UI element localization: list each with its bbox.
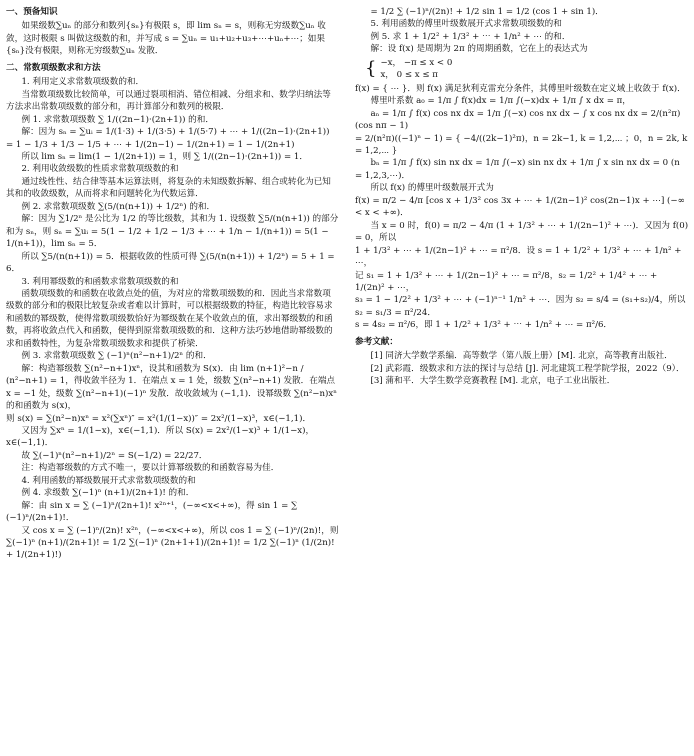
method3-title: 3. 利用幂级数的和函数求常数项级数的和 bbox=[21, 276, 179, 287]
example1-statement: 例 1. 求常数项级数 ∑ 1/((2n−1)·(2n+1)) 的和． bbox=[21, 114, 214, 125]
example4-solution-step1: 解：由 sin x = ∑ (−1)ⁿ/(2n+1)! x²ⁿ⁺¹，(−∞<x<+∞)，得 sin 1 = ∑ (−1)ⁿ/(2n+1)!． bbox=[6, 500, 298, 524]
example2-solution-step2: 所以 ∑5/(n(n+1)) = 5．根据收敛的性质可得 ∑(5/(n(n+1)) + 1/2ⁿ) = 5 + 1 = 6． bbox=[6, 251, 335, 275]
method3-description: 函数项级数的和函数在收敛点处的值，为对应的常数项级数的和．因此当求常数项级数的部分和的极限比较复杂或者难以计算时，可以根据级数的特征，构造比较容易求和函数的幂级数，使得常数项级数恰好为幂级数在某个收敛点的值，求出幂级数的和函数，再将收敛点代入和函数，便得到原常数项级数的和．这种方法巧妙地借助幂级数的求和函数特性，为复杂常数项级数求和提供了桥梁． bbox=[6, 288, 333, 349]
example3-solution-step2: 则 s(x) = ∑(n²−n)xⁿ = x²(∑xⁿ)″ = x²(1/(1−x))″ = 2x²/(1−x)³，x∈(−1,1)． bbox=[6, 413, 312, 424]
fourier-coefficient-an-cases: = 2/(n²π)((−1)ⁿ − 1) = { −4/((2k−1)²π)，n = 2k−1, k = 1,2,⋯ ；0，n = 2k, k = 1,2,⋯ } bbox=[355, 133, 688, 156]
method2-title: 2. 利用收敛级数的性质求常数项级数的和 bbox=[21, 164, 179, 175]
right-column bbox=[355, 6, 689, 388]
preliminaries-paragraph: 如果级数∑uₙ 的部分和数列{sₙ}有极限 s，即 lim sₙ = s，则称无穷级数∑uₙ 收敛，这时极限 s 叫做这级数的和，并写成 s = ∑uₙ = u₁+u₂+u₃+⋯+uₙ+⋯；如果{sₙ}没有极限，则称无穷级数∑uₙ 发散． bbox=[6, 21, 326, 57]
section-preliminaries-title: 一、预备知识 bbox=[6, 7, 58, 17]
example5-statement: 例 5. 求 1 + 1/2² + 1/3² + ⋯ + 1/n² + ⋯ 的和． bbox=[370, 31, 571, 42]
example5-solution-step2: f(x) = { ⋯ }．则 f(x) 满足狄利克雷充分条件，其傅里叶级数在定义域上收敛于 f(x)． bbox=[355, 83, 686, 94]
method5-title: 5. 利用函数的傅里叶级数展开式求常数项级数的和 bbox=[370, 19, 562, 30]
fourier-coefficient-bn: bₙ = 1/π ∫ f(x) sin nx dx = 1/π ∫(−x) sin nx dx + 1/π ∫ x sin nx dx = 0 (n = 1,2,3,⋯)． bbox=[355, 158, 680, 181]
example5-solution-step1: 解：设 f(x) 是周期为 2π 的周期函数，它在上的表达式为 bbox=[370, 44, 588, 55]
left-column bbox=[6, 6, 339, 562]
example4-solution-end: = 1/2 ∑ (−1)ⁿ/(2n)! + 1/2 sin 1 = 1/2 (cos 1 + sin 1)． bbox=[370, 7, 604, 17]
series-final-result: s = 4s₂ = π²/6，即 1 + 1/2² + 1/3² + ⋯ + 1/n² + ⋯ = π²/6． bbox=[355, 320, 613, 331]
example5-solution-step4: 当 x = 0 时，f(0) = π/2 − 4/π (1 + 1/3² + ⋯ + 1/(2n−1)² + ⋯)．又因为 f(0) = 0，所以 bbox=[355, 220, 689, 244]
method4-title: 4. 利用函数的幂级数展开式求常数项级数的和 bbox=[21, 475, 196, 486]
method1-description: 当常数项级数比较简单，可以通过裂项相消、错位相减、分组求和、数学归纳法等方法求出常数项级数的部分和，再计算部分和数列的极限． bbox=[6, 89, 331, 113]
example4-statement: 例 4. 求级数 ∑(−1)ⁿ (n+1)/(2n+1)! 的和． bbox=[21, 488, 195, 499]
example3-solution-step3: 又因为 ∑xⁿ = 1/(1−x)，x∈(−1,1)．所以 S(x) = 2x²/(1−x)³ + 1/(1−x)，x∈(−1,1)． bbox=[6, 425, 315, 449]
example1-solution-step2: = 1 − 1/3 + 1/3 − 1/5 + ⋯ + 1/(2n−1) − 1/(2n+1) = 1 − 1/(2n+1) bbox=[6, 139, 295, 150]
piecewise-function: { −x， −π ≤ x < 0 x， 0 ≤ x ≤ π bbox=[365, 57, 453, 81]
reference-2: [2] 武彩霞．级数求和方法的探讨与总结 [J]. 河北建筑工程学院学报，2022（9）． bbox=[370, 363, 685, 374]
example1-solution-step3: 所以 lim sₙ = lim(1 − 1/(2n+1)) = 1，则 ∑ 1/((2n−1)·(2n+1)) = 1． bbox=[21, 151, 308, 162]
example2-solution-step1: 解：因为 ∑1/2ⁿ 是公比为 1/2 的等比级数，其和为 1. 设级数 ∑5/(n(n+1)) 的部分和为 sₙ，则 sₙ = ∑uᵢ = 5(1 − 1/2 + 1/2 − 1/3 + ⋯ + 1/n − 1/(n+1)) = 5(1 − 1/(n+1))，lim sₙ = 5． bbox=[6, 214, 339, 250]
example2-statement: 例 2. 求常数项级数 ∑(5/(n(n+1)) + 1/2ⁿ) 的和． bbox=[21, 201, 216, 212]
piecewise-case-2: x， 0 ≤ x ≤ π bbox=[380, 70, 438, 81]
example3-statement: 例 3. 求常数项级数 ∑ (−1)ⁿ(n²−n+1)/2ⁿ 的和． bbox=[21, 351, 212, 362]
series-s3-definition: s₃ = 1 − 1/2² + 1/3² + ⋯ + (−1)ⁿ⁻¹ 1/n² + ⋯．因为 s₂ = s/4 = (s₁+s₂)/4，所以 s₂ = s₁/3 = π²/24． bbox=[355, 295, 686, 318]
fourier-coefficient-a0: 傅里叶系数 a₀ = 1/π ∫ f(x)dx = 1/π ∫(−x)dx + 1/π ∫ x dx = π， bbox=[370, 96, 631, 107]
fourier-coefficient-an: aₙ = 1/π ∫ f(x) cos nx dx = 1/π ∫(−x) cos nx dx − ∫ x cos nx dx = 2/(n²π)(cos nπ − 1) bbox=[355, 108, 681, 132]
example3-solution-step1: 解：构造幂级数 ∑(n²−n+1)xⁿ，设其和函数为 S(x)．由 lim (n+1)²−n / (n²−n+1) = 1，得收敛半径为 1．在端点 x = 1 处，级数 ∑(n²−n+1) 发散．在端点 x = −1 处，级数 ∑(n²−n+1)(−1)ⁿ 发散．故收敛域为 (−1,1)．设幂级数 ∑(n²−n)xⁿ 的和函数为 s(x)， bbox=[6, 363, 337, 412]
reference-1: [1] 同济大学数学系编．高等数学（第八版上册）[M]. 北京，高等教育出版社． bbox=[370, 351, 673, 362]
references-title: 参考文献： bbox=[355, 336, 398, 347]
method1-title: 1. 利用定义求常数项级数的和． bbox=[21, 77, 145, 88]
example3-solution-step4: 故 ∑(−1)ⁿ(n²−n+1)/2ⁿ = S(−1/2) = 22/27． bbox=[21, 450, 208, 461]
fourier-series-expansion: f(x) = π/2 − 4/π [cos x + 1/3² cos 3x + ⋯ + 1/(2n−1)² cos(2n−1)x + ⋯] (−∞ < x < +∞)． bbox=[355, 195, 685, 219]
method2-description: 通过线性性、结合律等基本运算法则，将复杂的未知级数拆解、组合或转化为已知其和的收敛级数，从而将求和问题转化为代数运算． bbox=[6, 176, 331, 200]
example4-solution-step3: ∑(−1)ⁿ (n+1)/(2n+1)! = 1/2 ∑(−1)ⁿ (2n+1+1)/(2n+1)! = 1/2 ∑(−1)ⁿ (1/(2n)! + 1/(2n+1)!) bbox=[6, 538, 335, 561]
reference-3: [3] 蒲和平．大学生数学竞赛教程 [M]. 北京，电子工业出版社． bbox=[370, 376, 616, 387]
series-s2-definition: 记 s₁ = 1 + 1/3² + ⋯ + 1/(2n−1)² + ⋯ = π²/8，s₂ = 1/2² + 1/4² + ⋯ + 1/(2n)² + ⋯， bbox=[355, 270, 658, 293]
example3-note: 注：构造幂级数的方式不唯一，要以计算幂级数的和函数容易为佳． bbox=[21, 463, 280, 474]
piecewise-case-1: −x， −π ≤ x < 0 bbox=[380, 57, 453, 68]
example1-solution-step1: 解：因为 sₙ = ∑uᵢ = 1/(1·3) + 1/(3·5) + 1/(5·7) + ⋯ + 1/((2n−1)·(2n+1)) bbox=[21, 127, 330, 138]
example4-solution-step2: 又 cos x = ∑ (−1)ⁿ/(2n)! x²ⁿ，(−∞<x<+∞)，所以 cos 1 = ∑ (−1)ⁿ/(2n)!，则 bbox=[21, 525, 339, 536]
example5-solution-step3: 所以 f(x) 的傅里叶级数展开式为 bbox=[370, 183, 494, 194]
series-s1-result: 1 + 1/3² + ⋯ + 1/(2n−1)² + ⋯ = π²/8．设 s = 1 + 1/2² + 1/3² + ⋯ + 1/n² + ⋯， bbox=[355, 245, 682, 269]
section-methods-title: 二、常数项级数求和方法 bbox=[6, 62, 101, 73]
